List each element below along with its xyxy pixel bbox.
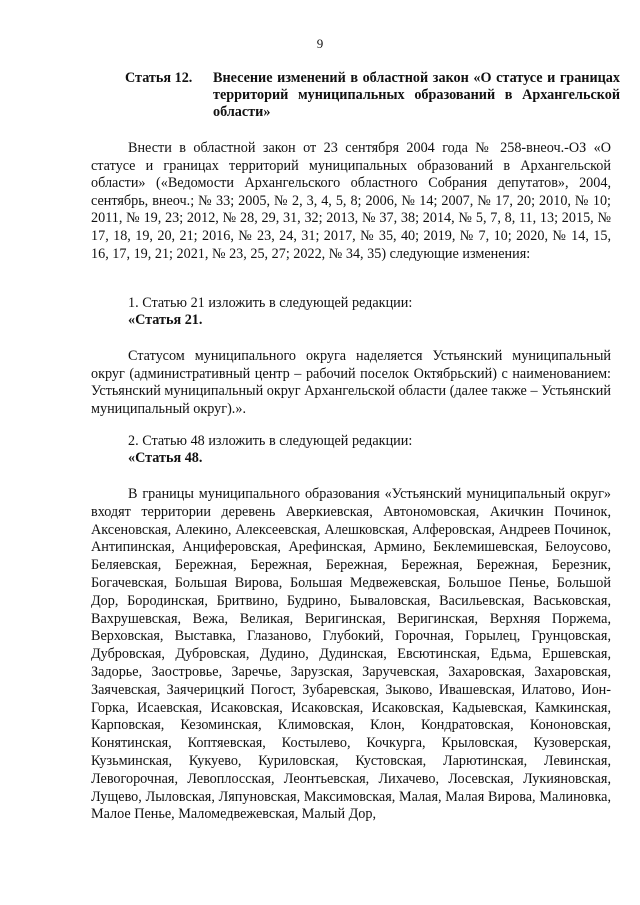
article-number: Статья 12. <box>125 70 193 86</box>
item-1-text: Статусом муниципального округа наделяется Устьянский муниципальный округ (административный центр – рабочий поселок Октябрьский) с наименованием: Устьянский муниципальный округ Архангельской области (далее также – Устьянский муниципальный округ).». <box>91 348 611 417</box>
item-2-text: В границы муниципального образования «Устьянский муниципальный округ» входят территории деревень Аверкиевская, Автономовская, Акичкин Починок, Аксеновская, Алекино, Алексеевская, Алешковская, Алферовская, Андреев Починок, Антипинская, Анциферовская, Арефинская, Армино, Беклемишевская, Белоусово, Беляевская, Бережная, Бережная, Бережная, Бережная, Бережная, Березник, Богачевская, Большая Вирова, Большая Медвежевская, Большое Пенье, Большой Дор, Бородинская, Бритвино, Будрино, Бываловская, Васильевская, Васьковская, Вахрушевская, Вежа, Великая, Веригинская, Веригинская, Верхняя Поржема, Верховская, Выставка, Глазаново, Глубокий, Горочная, Горылец, Грунцовская, Дубровская, Дубровская, Дудино, Дудинская, Евсютинская, Едьма, Ершевская, Задорье, Заостровье, Заречье, Зарузская, Заручевская, Захаровская, Захаровская, Заячевская, Заячерицкий Погост, Зубаревская, Зыково, Ивашевская, Илатово, Ион-Горка, Исаевская, Исаковская, Исаковская, Исаковская, Кадыевская, Камкинская, Карповская, Кезоминская, Климовская, Клон, Кондратовская, Кононовская, Конятинская, Коптяевская, Костылево, Кочкурга, Крыловская, Кузоверская, Кузьминская, Кукуево, Куриловская, Кустовская, Ларютинская, Левинская, Левогорочная, Левоплосская, Леонтьевская, Лихачево, Лосевская, Лукияновская, Лущево, Лыловская, Ляпуновская, Максимовская, Малая, Малая Вирова, Малиновка, Малое Пенье, Маломедвежевская, Малый Дор, <box>91 486 611 823</box>
article-heading <box>125 70 620 121</box>
item-1-quote-heading: «Статья 21. <box>128 312 203 328</box>
article-title: Внесение изменений в областной закон «О статусе и границах территорий муниципальных образований в Архангельской области» <box>213 70 620 120</box>
page-number: 9 <box>316 36 324 51</box>
item-2-quote-heading: «Статья 48. <box>128 450 203 466</box>
intro-paragraph: Внести в областной закон от 23 сентября 2004 года № 258-внеоч.-ОЗ «О статусе и границах территорий муниципальных образований в Архангельской области» («Ведомости Архангельского областного Собрания депутатов», 2004, сентябрь, внеоч.; № 33; 2005, № 2, 3, 4, 5, 8; 2006, № 14; 2007, № 17, 20; 2010, № 10; 2011, № 19, 23; 2012, № 28, 29, 31, 32; 2013, № 37, 38; 2014, № 5, 7, 8, 11, 13; 2015, № 17, 18, 19, 20, 21; 2016, № 23, 24, 31; 2017, № 35, 40; 2019, № 7, 10; 2020, № 14, 15, 16, 17, 19, 21; 2021, № 23, 25, 27; 2022, № 34, 35) следующие изменения: <box>91 140 611 262</box>
item-1-label: 1. Статью 21 изложить в следующей редакции: <box>128 295 413 311</box>
item-2-label: 2. Статью 48 изложить в следующей редакции: <box>128 433 413 449</box>
